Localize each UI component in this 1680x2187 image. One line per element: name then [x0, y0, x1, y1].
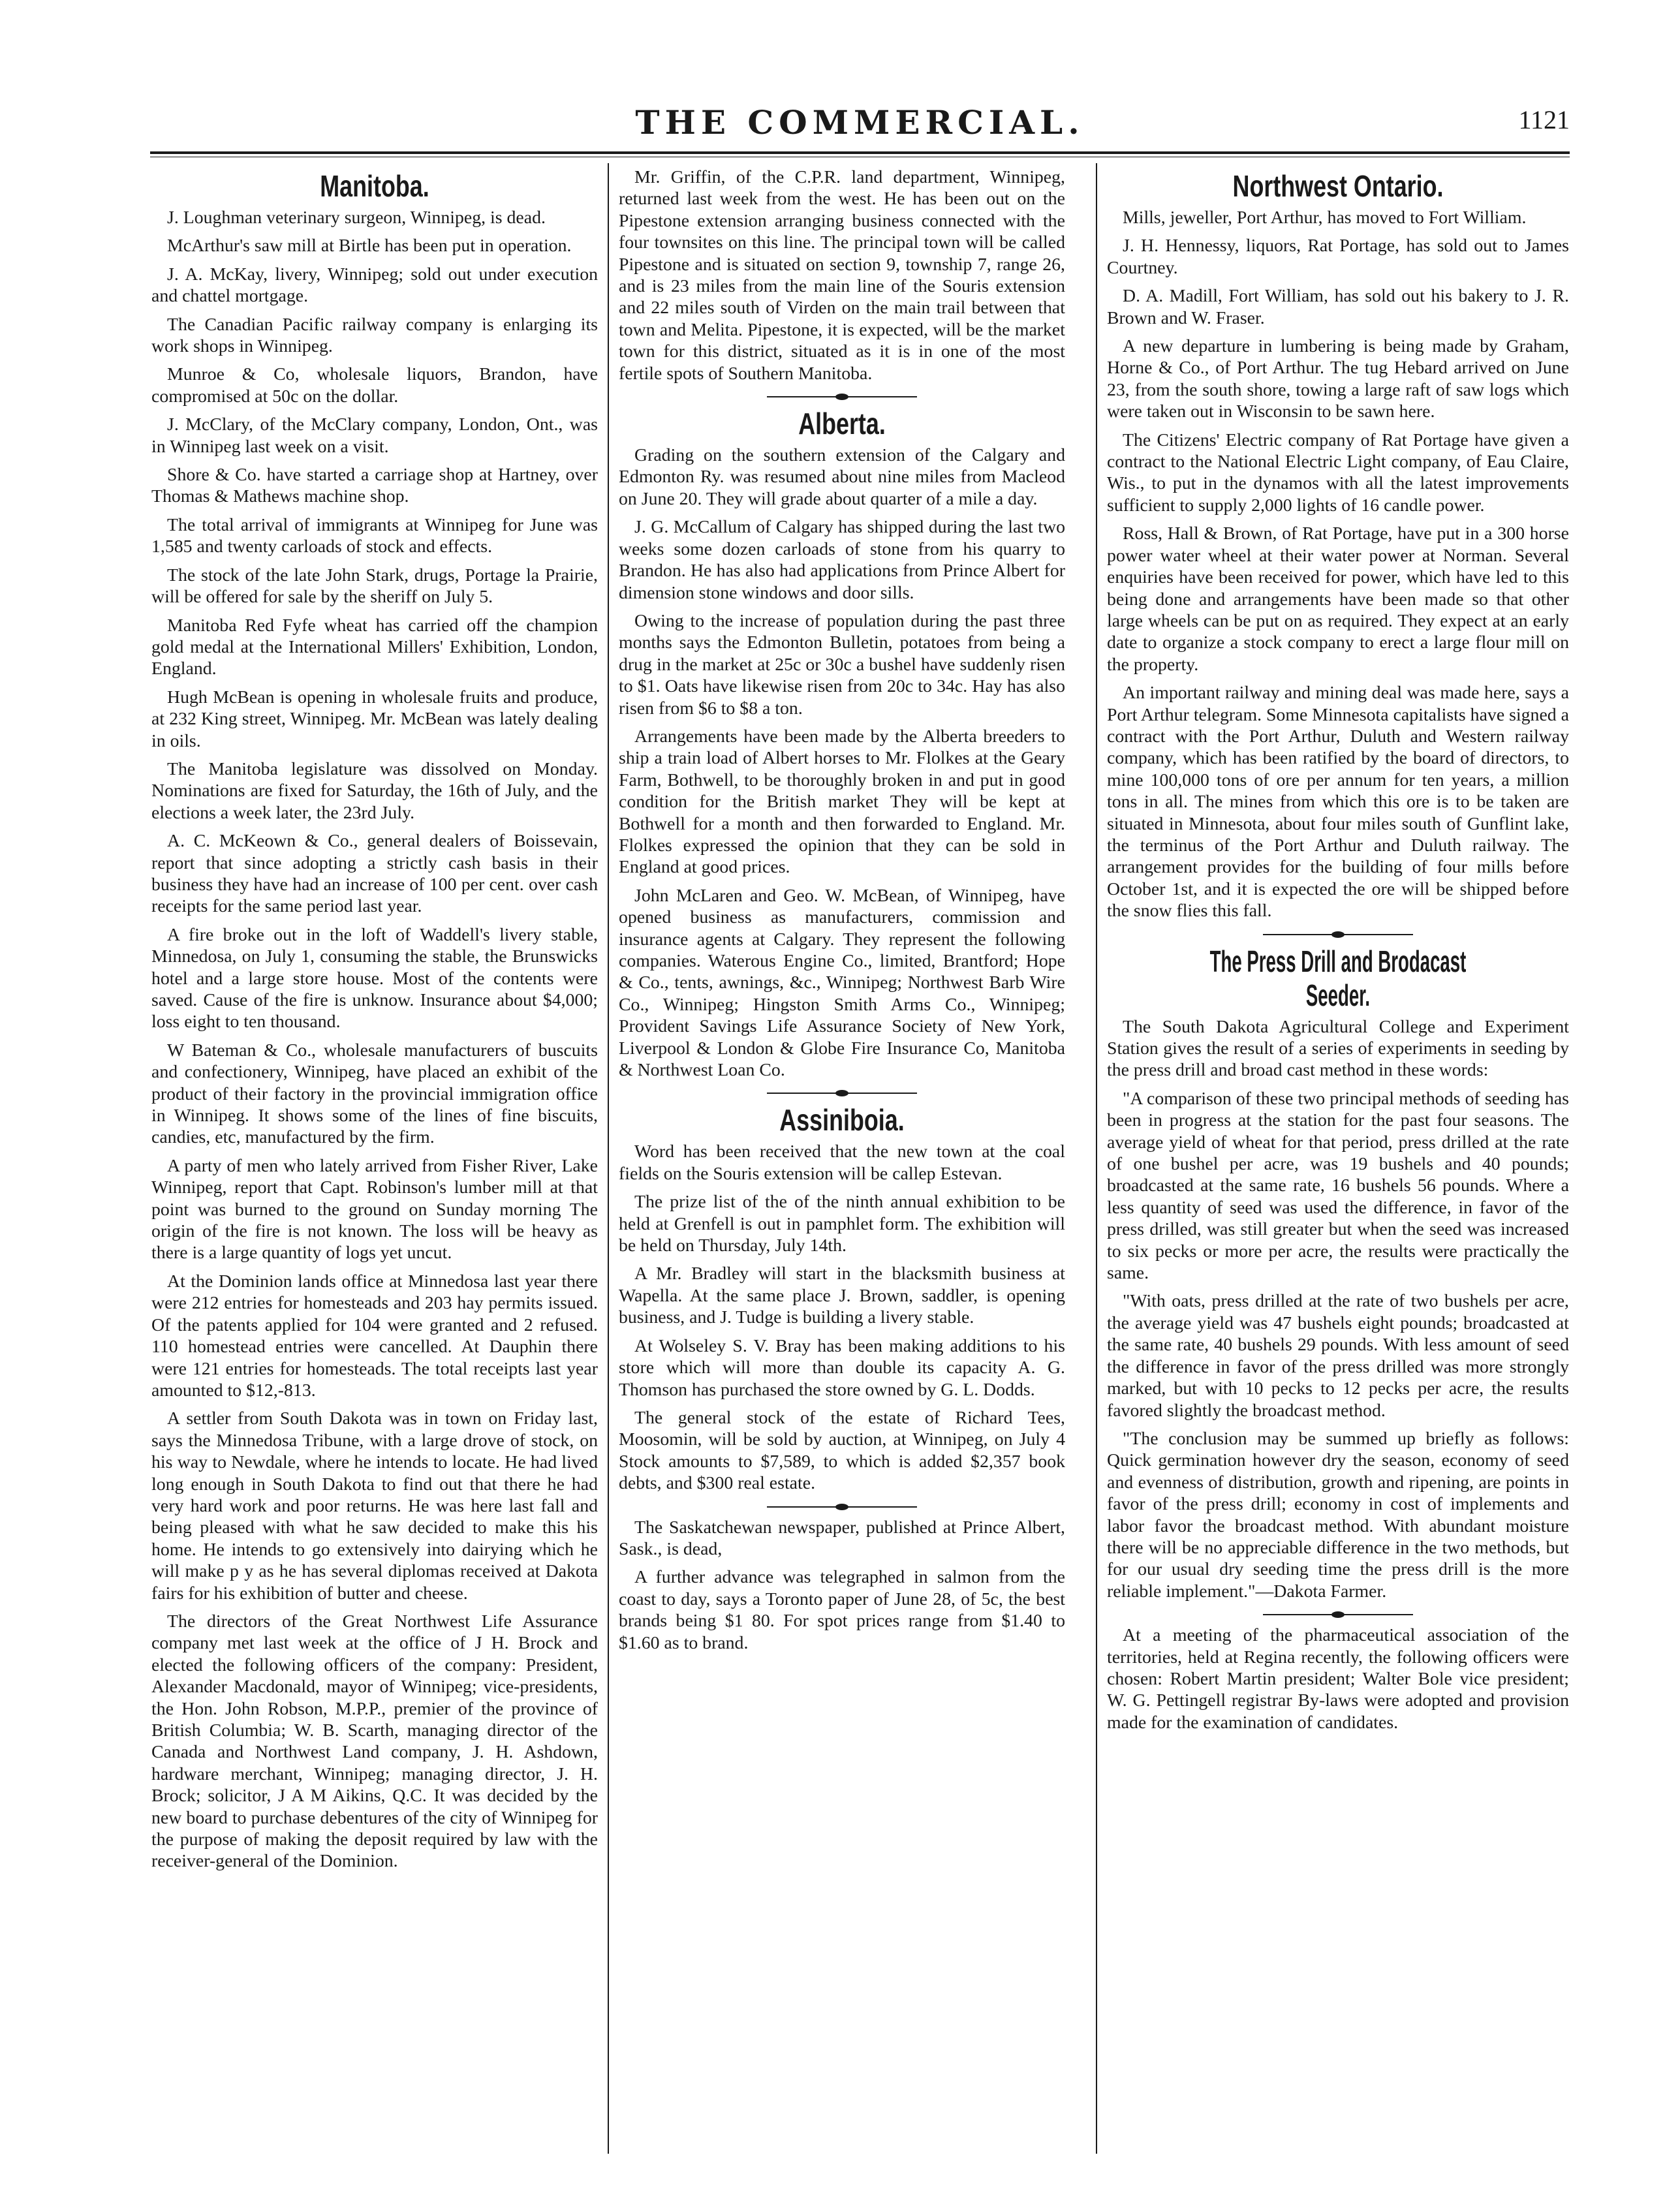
- section-title-northwest-ontario: Northwest Ontario.: [1232, 169, 1444, 203]
- article-paragraph: At the Dominion lands office at Minnedosa last year there were 212 entries for homesteads and 203 hay permits issued. Of the patents applied for 104 were granted and 2 refused. 110 homestead entries were cancelled. At Dauphin there were 121 entries for homesteads. The total receipts last year amounted to $12,-813.: [151, 1271, 598, 1401]
- article-paragraph: A new departure in lumbering is being made by Graham, Horne & Co., of Port Arthur. The tug Hebard arrived on June 23, from the south shore, towing a large raft of saw logs which were taken out in Wisconsin to be sawn here.: [1107, 336, 1569, 422]
- article-paragraph: "A comparison of these two principal methods of seeding has been in progress at the station for the past four seasons. The average yield of wheat for that period, press drilled at the rate of one bushel per acre, was 19 bushels and 40 pounds; broadcasted at the same rate, 16 bushels 56 pounds. Where a less quantity of seed was used the difference, in favor of the press drilled, was still greater but when the seed was increased to six pecks or more per acre, the results were practically the same.: [1107, 1088, 1569, 1284]
- article-paragraph: Hugh McBean is opening in wholesale fruits and produce, at 232 King street, Winnipeg. Mr. McBean was lately dealing in oils.: [151, 687, 598, 751]
- article-paragraph: The general stock of the estate of Richard Tees, Moosomin, will be sold by auction, at Winnipeg, on July 4 Stock amounts to $7,589, to which is added $2,357 book debts, and $300 real estate.: [619, 1407, 1065, 1494]
- section-divider: [767, 1506, 917, 1508]
- article-paragraph: The Manitoba legislature was dissolved on Monday. Nominations are fixed for Saturday, the 16th of July, and the elections a week later, the 23rd July.: [151, 758, 598, 823]
- article-paragraph: Manitoba Red Fyfe wheat has carried off the champion gold medal at the International Millers' Exhibition, London, England.: [151, 615, 598, 679]
- article-paragraph: The South Dakota Agricultural College and Experiment Station gives the result of a series of experiments in seeding by the press drill and broad cast method in these words:: [1107, 1016, 1569, 1081]
- article-paragraph: D. A. Madill, Fort William, has sold out his bakery to J. R. Brown and W. Fraser.: [1107, 286, 1569, 328]
- article-paragraph: A party of men who lately arrived from Fisher River, Lake Winnipeg, report that Capt. Robinson's lumber mill at that point was burned to the ground on Sunday morning The origin of the fire is not known. The loss will be heavy as there is a large quantity of logs yet uncut.: [151, 1155, 598, 1264]
- page-number: 1121: [1518, 105, 1570, 134]
- section-title-alberta: Alberta.: [798, 407, 886, 441]
- page-header: [150, 78, 1570, 150]
- article-paragraph: McArthur's saw mill at Birtle has been put in operation.: [167, 236, 572, 256]
- article-paragraph: Munroe & Co, wholesale liquors, Brandon, have compromised at 50c on the dollar.: [151, 364, 598, 407]
- article-paragraph: Mr. Griffin, of the C.P.R. land department, Winnipeg, returned last week from the west. He has been out on the Pipestone extension arranging business connected with the four townsites on this line. The principal town will be called Pipestone and is situated on section 9, township 7, range 26, and is 23 miles from the main line of the Souris extension and 22 miles south of Virden on the main trail between that town and Melita. Pipestone, it is expected, will be the market town for this district, situated as it is in one of the most fertile spots of Southern Manitoba.: [619, 167, 1065, 384]
- article-paragraph: The stock of the late John Stark, drugs, Portage la Prairie, will be offered for sale by the sheriff on July 5.: [151, 565, 598, 608]
- article-paragraph: "With oats, press drilled at the rate of two bushels per acre, the average yield was 47 bushels eight pounds; broadcasted at the same rate, 40 bushels 29 pounds. With less amount of seed the difference in favor of the press drilled was more strongly marked, but with 10 pecks to 12 pecks per acre, the results favored slightly the broadcast method.: [1107, 1291, 1569, 1421]
- article-paragraph: Arrangements have been made by the Alberta breeders to ship a train load of Albert horses to Mr. Flolkes at the Geary Farm, Bothwell, to be thoroughly broken in and put in good condition for the British market They will be kept at Bothwell for a month and then forwarded to England. Mr. Flolkes expressed the opinion that they can be sold in England at good prices.: [619, 726, 1065, 878]
- article-paragraph: A fire broke out in the loft of Waddell's livery stable, Minnedosa, on July 1, consuming the stable, the Brunswicks hotel and a large store house. Most of the contents were saved. Cause of the fire is unknow. Insurance about $4,000; loss eight to ten thousand.: [151, 924, 598, 1032]
- article-paragraph: Shore & Co. have started a carriage shop at Hartney, over Thomas & Mathews machine shop.: [151, 465, 598, 507]
- article-paragraph: The total arrival of immigrants at Winnipeg for June was 1,585 and twenty carloads of stock and effects.: [151, 514, 598, 557]
- article-paragraph: At Wolseley S. V. Bray has been making additions to his store which will more than double its capacity A. G. Thomson has purchased the store owned by G. L. Dodds.: [619, 1335, 1065, 1400]
- article-paragraph: John McLaren and Geo. W. McBean, of Winnipeg, have opened business as manufacturers, commission and insurance agents at Calgary. They represent the following companies. Waterous Engine Co., limited, Brantford; Hope & Co., tents, awnings, &c., Winnipeg; Northwest Barb Wire Co., Winnipeg; Hingston Smith Arms Co., Winnipeg; Provident Savings Life Assurance Society of New York, Liverpool & London & Globe Fire Insurance Co, Manitoba & Northwest Loan Co.: [619, 885, 1065, 1081]
- column-3: [1107, 166, 1569, 2154]
- column-rule: [608, 163, 609, 2154]
- article-paragraph: Word has been received that the new town at the coal fields on the Souris extension will be callep Estevan.: [619, 1141, 1065, 1184]
- section-divider: [1263, 1614, 1413, 1615]
- article-paragraph: Grading on the southern extension of the Calgary and Edmonton Ry. was resumed about nine miles from Macleod on June 20. They will grade about quarter of a mile a day.: [619, 445, 1065, 509]
- article-paragraph: J. McClary, of the McClary company, London, Ont., was in Winnipeg last week on a visit.: [151, 414, 598, 457]
- article-paragraph: A. C. McKeown & Co., general dealers of Boissevain, report that since adopting a strictly cash basis in their business they have had an increase of 100 per cent. over cash receipts for the same period last year.: [151, 831, 598, 917]
- article-paragraph: The Canadian Pacific railway company is enlarging its work shops in Winnipeg.: [151, 314, 598, 357]
- section-divider: [767, 1093, 917, 1094]
- article-paragraph: J. H. Hennessy, liquors, Rat Portage, has sold out to James Courtney.: [1107, 236, 1569, 278]
- article-paragraph: A Mr. Bradley will start in the blacksmith business at Wapella. At the same place J. Brown, saddler, is opening business, and J. Tudge is building a livery stable.: [619, 1264, 1065, 1328]
- article-paragraph: The Saskatchewan newspaper, published at Prince Albert, Sask., is dead,: [619, 1517, 1065, 1559]
- article-paragraph: The prize list of the of the ninth annual exhibition to be held at Grenfell is out in pamphlet form. The exhibition will be held on Thursday, July 14th.: [619, 1192, 1065, 1256]
- column-1: [151, 166, 598, 2154]
- article-paragraph: Mills, jeweller, Port Arthur, has moved to Fort William.: [1123, 208, 1527, 228]
- section-divider: [767, 396, 917, 397]
- column-2: [619, 166, 1065, 2154]
- section-title-manitoba: Manitoba.: [320, 169, 429, 203]
- article-paragraph: Ross, Hall & Brown, of Rat Portage, have put in a 300 horse power water wheel at their water power at Norman. Several enquiries have been received for power, which have led to this being done and arrangements have been made so that other large wheels can be put on as required. They expect at an early date to organize a stock company to erect a large flour mill on the property.: [1107, 523, 1569, 675]
- article-paragraph: At a meeting of the pharmaceutical association of the territories, held at Regina recently, the following officers were chosen: Robert Martin president; Walter Bole vice president; W. G. Pettingell registrar By-laws were adopted and provision made for the examination of candidates.: [1107, 1625, 1569, 1733]
- article-paragraph: A further advance was telegraphed in salmon from the coast to day, says a Toronto paper of June 28, of 5c, the best brands being $1 80. For spot prices range from $1.40 to $1.60 as to brand.: [619, 1567, 1065, 1653]
- masthead: THE COMMERCIAL.: [635, 103, 1085, 142]
- article-paragraph: J. A. McKay, livery, Winnipeg; sold out under execution and chattel mortgage.: [151, 264, 598, 307]
- article-paragraph: An important railway and mining deal was made here, says a Port Arthur telegram. Some Minnesota capitalists have signed a contract with the Port Arthur, Duluth and Western railway company, which has been ratified by the board of directors, to mine 100,000 tons of ore per annum for ten years, a million tons in all. The mines from which this ore is to be taken are situated in Minnesota, about four miles south of Gunflint lake, the terminus of the Port Arthur and Duluth railway. The arrangement provides for the building of four mills before October 1st, and it is expected the ore will be shipped before the snow flies this fall.: [1107, 683, 1569, 922]
- article-paragraph: Owing to the increase of population during the past three months says the Edmonton Bulletin, potatoes from being a drug in the market at 25c or 30c a bushel have suddenly risen to $1. Oats have likewise risen from 20c to 34c. Hay has also risen from $6 to $8 a ton.: [619, 610, 1065, 719]
- article-paragraph: J. Loughman veterinary surgeon, Winnipeg, is dead.: [167, 208, 546, 228]
- article-paragraph: J. G. McCallum of Calgary has shipped during the last two weeks some dozen carloads of stone from his quarry to Brandon. He has also had applications from Prince Albert for dimension stone windows and door sills.: [619, 517, 1065, 603]
- section-title-press-drill: The Press Drill and Brodacast Seeder.: [1209, 944, 1467, 1012]
- article-paragraph: The directors of the Great Northwest Life Assurance company met last week at the office of J H. Brock and elected the following officers of the company: President, Alexander Macdonald, mayor of Winnipeg; vice-presidents, the Hon. John Robson, M.P.P., premier of the province of British Columbia; W. B. Scarth, managing director of the Canada and Northwest Land company, J. H. Ashdown, hardware merchant, Winnipeg; managing director, J. H. Brock; solicitor, J A M Aikins, Q.C. It was decided by the new board to purchase debentures of the city of Winnipeg for the purpose of making the deposit required by law with the receiver-general of the Dominion.: [151, 1611, 598, 1872]
- article-paragraph: The Citizens' Electric company of Rat Portage have given a contract to the National Electric Light company, of Eau Claire, Wis., to put in the dynamos with all the latest improvements sufficient to supply 2,000 lights of 16 candle power.: [1107, 429, 1569, 516]
- article-paragraph: W Bateman & Co., wholesale manufacturers of buscuits and confectionery, Winnipeg, have placed an exhibit of the product of their factory in the provincial immigration office in Winnipeg. It shows some of the lines of fine biscuits, candies, etc, manufactured by the firm.: [151, 1040, 598, 1148]
- header-rule: [150, 151, 1570, 154]
- article-paragraph: A settler from South Dakota was in town on Friday last, says the Minnedosa Tribune, with a large drove of stock, on his way to Newdale, where he intends to locate. He had lived long enough in South Dakota to find out that there he had very hard work and poor returns. He was here last fall and being pleased with what he saw decided to make this his home. He intends to go extensively into dairying which he will make p y as he has several diplomas received at Dakota fairs for his exhibition of butter and cheese.: [151, 1408, 598, 1604]
- article-paragraph: "The conclusion may be summed up briefly as follows: Quick germination however dry the season, economy of seed and evenness of distribution, growth and ripening, are points in favor of the press drill; economy in cost of implements and labor favor the broadcast method. With abundant moisture there will be no appreciable difference in the two methods, but for our usual dry seeding time the press drill is the more reliable implement."—Dakota Farmer.: [1107, 1428, 1569, 1602]
- section-divider: [1263, 934, 1413, 935]
- column-rule: [1096, 163, 1097, 2154]
- section-title-assiniboia: Assiniboia.: [779, 1103, 905, 1138]
